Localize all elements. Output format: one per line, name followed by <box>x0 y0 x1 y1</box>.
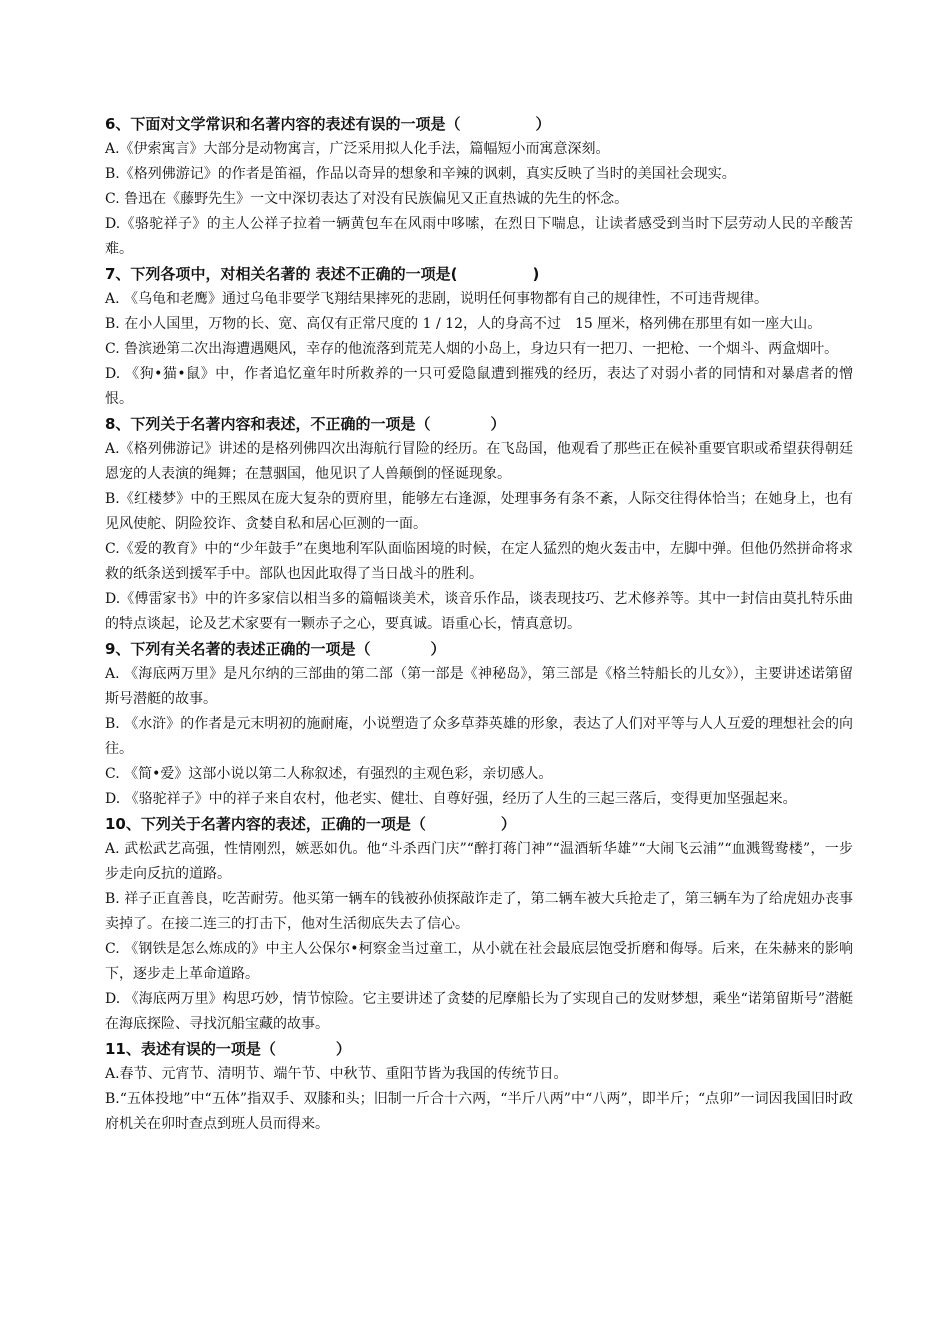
question-title: 7、下列各项中，对相关名著的 表述不正确的一项是( ) <box>105 265 540 283</box>
answer-option: D. 《骆驼祥子》中的祥子来自农村，他老实、健壮、自尊好强，经历了人生的三起三落后，变得更加坚强起来。 <box>105 791 797 807</box>
answer-option: C. 鲁迅在《藤野先生》一文中深切表达了对没有民族偏见又正直热诚的先生的怀念。 <box>105 191 629 207</box>
question-title: 6、下面对文学常识和名著内容的表述有误的一项是（ ） <box>105 115 551 133</box>
answer-option: B. 《水浒》的作者是元末明初的施耐庵，小说塑造了众多草莽英雄的形象，表达了人们对平等与人人互爱的理想社会的向往。 <box>105 716 853 757</box>
answer-option: C.《爱的教育》中的“少年鼓手”在奥地利军队面临困境的时候，在定人猛烈的炮火轰击中，左脚中弹。但他仍然拼命将求救的纸条送到援军手中。部队也因此取得了当日战斗的胜利。 <box>105 541 853 582</box>
answer-option: A. 《海底两万里》是凡尔纳的三部曲的第二部（第一部是《神秘岛》，第三部是《格兰特船长的儿女》），主要讲述诺第留斯号潜艇的故事。 <box>105 666 853 707</box>
answer-option: A. 《乌龟和老鹰》通过乌龟非要学飞翔结果摔死的悲剧，说明任何事物都有自己的规律性，不可违背规律。 <box>105 291 769 307</box>
answer-option: A.春节、元宵节、清明节、端午节、中秋节、重阳节皆为我国的传统节日。 <box>105 1066 568 1082</box>
answer-option: A.《伊索寓言》大部分是动物寓言，广泛采用拟人化手法，篇幅短小而寓意深刻。 <box>105 141 610 157</box>
answer-option: D. 《海底两万里》构思巧妙，情节惊险。它主要讲述了贪婪的尼摩船长为了实现自己的发财梦想，乘坐“诺第留斯号”潜艇在海底探险、寻找沉船宝藏的故事。 <box>105 991 853 1032</box>
answer-option: B.《格列佛游记》的作者是笛福，作品以奇异的想象和辛辣的讽刺，真实反映了当时的美国社会现实。 <box>105 166 736 182</box>
answer-option: A.《格列佛游记》讲述的是格列佛四次出海航行冒险的经历。在飞岛国，他观看了那些正在候补重要官职或希望获得朝廷恩宠的人表演的绳舞；在慧骃国，他见识了人兽颠倒的怪诞现象。 <box>105 441 853 482</box>
question-title: 8、下列关于名著内容和表述，不正确的一项是（ ） <box>105 415 506 433</box>
answer-option: D.《傅雷家书》中的许多家信以相当多的篇幅谈美术，谈音乐作品，谈表现技巧、艺术修养等。其中一封信由莫扎特乐曲的特点谈起，论及艺术家要有一颗赤子之心，要真诚。语重心长，情真意切。 <box>105 591 853 632</box>
answer-option: C. 《钢铁是怎么炼成的》中主人公保尔•柯察金当过童工，从小就在社会最底层饱受折磨和侮辱。后来，在朱赫来的影响下，逐步走上革命道路。 <box>105 941 853 982</box>
answer-option: B.“五体投地”中“五体”指双手、双膝和头；旧制一斤合十六两，“半斤八两”中“八两”，即半斤；“点卯”一词因我国旧时政府机关在卯时查点到班人员而得来。 <box>105 1091 853 1132</box>
document-page <box>105 112 853 1137</box>
question-block <box>105 1037 853 1137</box>
question-block <box>105 412 853 637</box>
answer-option: D. 《狗•猫•鼠》中，作者追忆童年时所救养的一只可爱隐鼠遭到摧残的经历，表达了对弱小者的同情和对暴虐者的憎恨。 <box>105 366 853 407</box>
question-block <box>105 262 853 412</box>
answer-option: A. 武松武艺高强，性情刚烈，嫉恶如仇。他“斗杀西门庆”“醉打蒋门神”“温酒斩华雄”“大闹飞云浦”“血溅鸳鸯楼”，一步步走向反抗的道路。 <box>105 841 853 882</box>
answer-option: B. 在小人国里，万物的长、宽、高仅有正常尺度的 1 / 12，人的身高不过 15 厘米，格列佛在那里有如一座大山。 <box>105 316 822 332</box>
answer-option: D.《骆驼祥子》的主人公祥子拉着一辆黄包车在风雨中哆嗦，在烈日下喘息，让读者感受到当时下层劳动人民的辛酸苦难。 <box>105 216 853 257</box>
question-block <box>105 637 853 812</box>
answer-option: C. 鲁滨逊第二次出海遭遇飓风，幸存的他流落到荒芜人烟的小岛上，身边只有一把刀、一把枪、一个烟斗、两盒烟叶。 <box>105 341 839 357</box>
question-block <box>105 112 853 262</box>
question-block <box>105 812 853 1037</box>
answer-option: B. 祥子正直善良，吃苦耐劳。他买第一辆车的钱被孙侦探敲诈走了，第二辆车被大兵抢走了，第三辆车为了给虎妞办丧事卖掉了。在接二连三的打击下，他对生活彻底失去了信心。 <box>105 891 853 932</box>
question-title: 10、下列关于名著内容的表述，正确的一项是（ ） <box>105 815 516 833</box>
question-title: 11、表述有误的一项是（ ） <box>105 1040 351 1058</box>
question-title: 9、下列有关名著的表述正确的一项是（ ） <box>105 640 446 658</box>
answer-option: C. 《简•爱》这部小说以第二人称叙述，有强烈的主观色彩，亲切感人。 <box>105 766 553 782</box>
answer-option: B.《红楼梦》中的王熙凤在庞大复杂的贾府里，能够左右逢源，处理事务有条不紊，人际交往得体恰当；在她身上，也有见风使舵、阴险狡诈、贪婪自私和居心叵测的一面。 <box>105 491 853 532</box>
